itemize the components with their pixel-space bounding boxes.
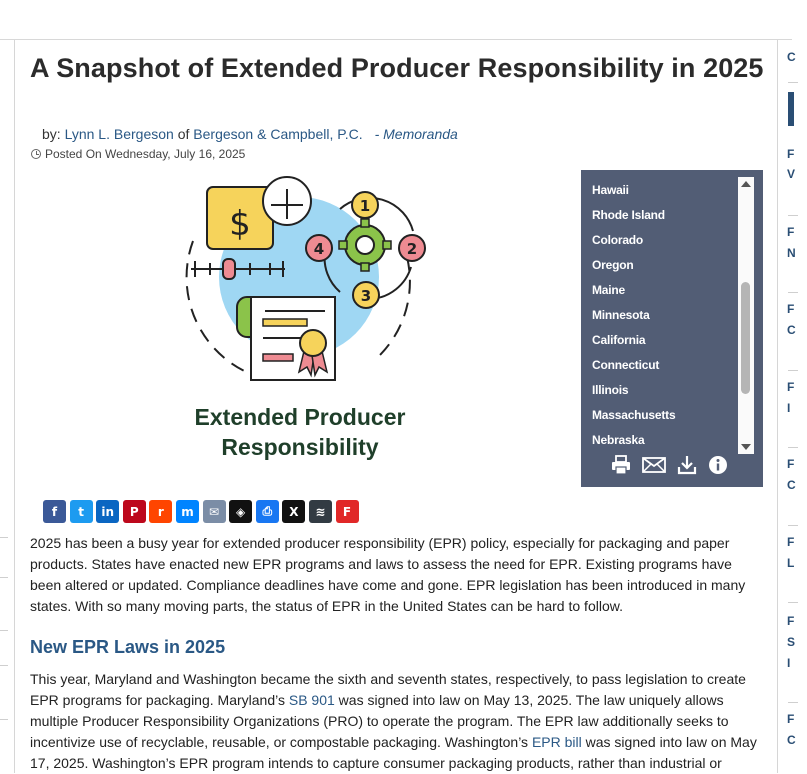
right-sidebar-item[interactable]: F (787, 380, 795, 394)
right-sidebar-item[interactable]: F (787, 147, 795, 161)
x-icon: X (289, 504, 299, 519)
state-item[interactable]: Illinois (592, 383, 629, 397)
right-sidebar-item[interactable]: C (787, 733, 796, 747)
print-icon[interactable] (611, 455, 631, 475)
twitter-icon: t (78, 504, 84, 519)
right-sidebar-item[interactable]: I (787, 401, 791, 415)
flipboard-icon: F (342, 504, 352, 519)
illustration-caption (175, 402, 425, 462)
twitter-share-button[interactable] (70, 500, 93, 523)
right-sidebar-item[interactable]: C (787, 50, 796, 64)
reddit-icon: r (157, 504, 164, 519)
caption-line: Responsibility (221, 434, 379, 460)
wechat-icon: ◈ (236, 504, 246, 519)
messenger-share-button[interactable] (176, 500, 199, 523)
x-share-button[interactable] (282, 500, 305, 523)
certificate-icon (237, 297, 335, 380)
right-sidebar-item[interactable]: F (787, 457, 795, 471)
byline-of: of (177, 126, 190, 142)
firm-link[interactable]: Bergeson & Campbell, P.C. (193, 126, 363, 142)
email-icon[interactable] (642, 456, 666, 474)
paragraph-text: This year, Maryland and Washington became the sixth and seventh states, respectively, to pass legislation to create EPR programs for packaging. Maryland’s (30, 671, 746, 708)
state-item[interactable]: Massachusetts (592, 408, 676, 422)
email-share-button[interactable] (203, 500, 226, 523)
email-icon: ✉ (209, 504, 220, 519)
right-sidebar-item[interactable]: C (787, 323, 796, 337)
byline (42, 126, 458, 142)
paragraph-text: was signed into law on May 13, 2025. The law uniquely allows multiple Producer Responsibility Organizations (PRO) to operate the program. The EPR law additionally seeks to incentivize use of recyclable, reusable, or compostable packaging. Washington’s (30, 692, 729, 750)
right-sidebar-item[interactable]: F (787, 302, 795, 316)
right-sidebar-item[interactable]: F (787, 712, 795, 726)
right-sidebar-item[interactable]: F (787, 535, 795, 549)
currency-symbol: $ (229, 204, 251, 244)
posted-date-text: Posted On Wednesday, July 16, 2025 (45, 147, 246, 161)
paragraph-text: was signed into law on May 17, 2025. Washington’s EPR program intends to capture consumer packaging products, rather than industrial or (30, 734, 757, 771)
category-link[interactable]: Memoranda (383, 126, 458, 142)
state-item[interactable]: Maine (592, 283, 626, 297)
download-icon[interactable] (677, 455, 697, 475)
right-sidebar-item[interactable]: S (787, 635, 796, 649)
byline-prefix: by: (42, 126, 61, 142)
sb-901-link[interactable]: SB 901 (288, 692, 335, 708)
linkedin-icon: in (101, 504, 115, 519)
share-buttons (43, 500, 359, 523)
facebook-share-button[interactable] (43, 500, 66, 523)
state-item[interactable]: Nebraska (592, 433, 645, 447)
messenger-icon: m (181, 504, 194, 519)
state-list-scrollbar[interactable] (738, 177, 754, 454)
print-icon: ⎙ (262, 504, 273, 518)
clock-icon (31, 149, 41, 159)
author-link[interactable]: Lynn L. Bergeson (64, 126, 174, 142)
right-sidebar-item[interactable]: V (787, 167, 796, 181)
info-icon[interactable] (708, 455, 728, 475)
step-label: 1 (359, 197, 371, 215)
buffer-share-button[interactable] (309, 500, 332, 523)
state-item[interactable]: Rhode Island (592, 208, 665, 222)
right-sidebar-accent (788, 92, 794, 126)
state-list (592, 180, 742, 455)
right-sidebar-item[interactable]: F (787, 225, 795, 239)
step-label: 3 (360, 287, 372, 305)
state-item[interactable]: Colorado (592, 233, 644, 247)
state-list-panel (581, 170, 763, 487)
step-label: 2 (406, 240, 418, 258)
buffer-icon: ≋ (315, 504, 326, 519)
caption-line: Extended Producer (194, 404, 406, 430)
step-label: 4 (313, 240, 325, 258)
reddit-share-button[interactable] (149, 500, 172, 523)
print-share-button[interactable] (256, 500, 279, 523)
facebook-icon: f (51, 504, 58, 519)
pinterest-icon: P (129, 504, 139, 519)
epr-bill-link[interactable]: EPR bill (531, 734, 582, 750)
right-sidebar-item[interactable]: L (787, 556, 795, 570)
panel-toolbar (611, 454, 731, 476)
scroll-down-arrow-icon[interactable] (741, 444, 751, 450)
laws-paragraph (30, 669, 765, 774)
linkedin-share-button[interactable] (96, 500, 119, 523)
state-item[interactable]: Minnesota (592, 308, 650, 322)
pinterest-share-button[interactable] (123, 500, 146, 523)
state-item[interactable]: Oregon (592, 258, 634, 272)
right-sidebar-item[interactable]: N (787, 246, 796, 260)
wechat-share-button[interactable] (229, 500, 252, 523)
state-item[interactable]: California (592, 333, 646, 347)
right-sidebar (778, 40, 796, 773)
scrollbar-thumb[interactable] (741, 282, 750, 394)
article-title: A Snapshot of Extended Producer Responsibility in 2025 (30, 53, 764, 83)
top-bar (0, 0, 792, 40)
flipboard-share-button[interactable] (336, 500, 359, 523)
posted-date (31, 147, 245, 161)
byline-separator: - (374, 126, 380, 142)
intro-paragraph: 2025 has been a busy year for extended producer responsibility (EPR) policy, especially for packaging and paper products. States have enacted new EPR programs and laws to assess the need for EPR. Existing programs have been altered or updated. Compliance deadlines have come and gone. EPR legislation has been introduced in many states. With so many moving parts, the status of EPR in the United States can be hard to follow. (30, 535, 746, 614)
right-sidebar-item[interactable]: C (787, 478, 796, 492)
state-item[interactable]: Hawaii (592, 183, 629, 197)
state-item[interactable]: Connecticut (592, 358, 660, 372)
section-heading: New EPR Laws in 2025 (30, 637, 226, 657)
right-sidebar-item[interactable]: F (787, 614, 795, 628)
right-sidebar-item[interactable]: I (787, 656, 791, 670)
scroll-up-arrow-icon[interactable] (741, 181, 751, 187)
left-divider (14, 40, 15, 773)
